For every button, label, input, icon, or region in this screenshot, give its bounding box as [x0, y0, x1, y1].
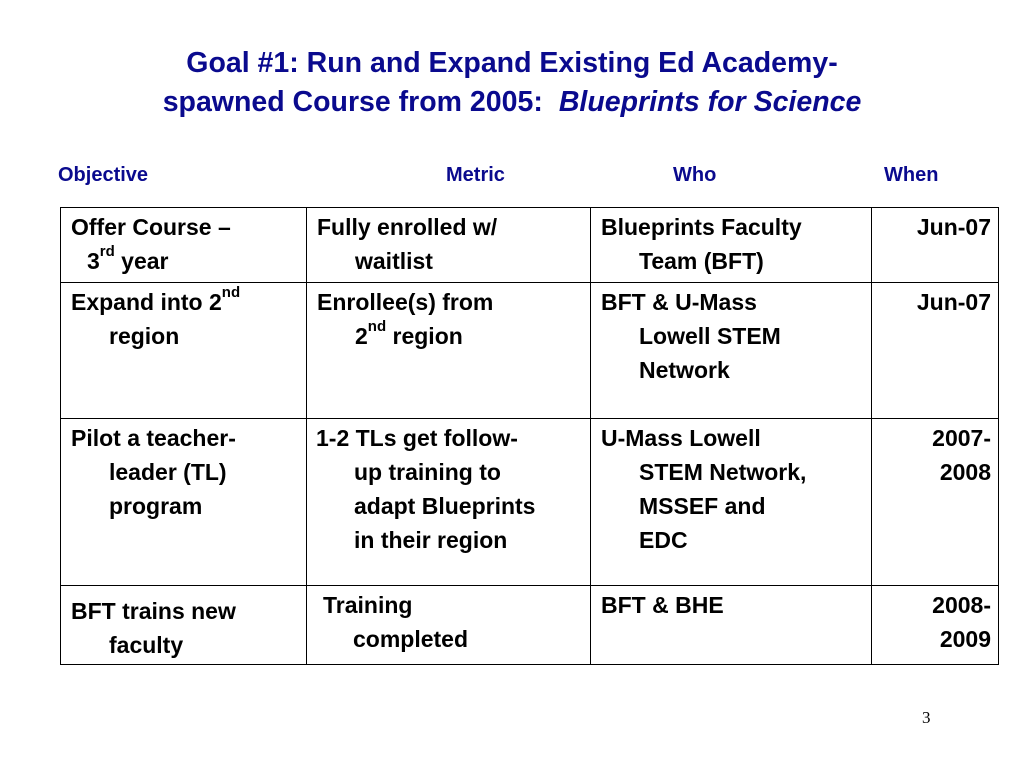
table-row: [61, 586, 999, 665]
title-line-1: Goal #1: Run and Expand Existing Ed Academy-: [186, 47, 838, 79]
objective-cell: BFT trains new faculty: [61, 586, 307, 665]
goals-table: [60, 207, 999, 665]
objective-cell: Pilot a teacher- leader (TL) program: [61, 419, 307, 586]
when-cell: 2008- 2009: [872, 586, 999, 665]
metric-cell: Fully enrolled w/ waitlist: [307, 208, 591, 283]
metric-cell: 1-2 TLs get follow- up training to adapt Blueprints in their region: [307, 419, 591, 586]
metric-cell: Enrollee(s) from 2nd region: [307, 283, 591, 419]
column-header-who: Who: [673, 164, 717, 186]
metric-cell: Training completed: [307, 586, 591, 665]
column-header-objective: Objective: [58, 164, 149, 186]
title-line-2-italic: Blueprints for Science: [558, 86, 862, 118]
column-header-when: When: [884, 164, 939, 186]
when-cell: Jun-07: [872, 283, 999, 419]
when-cell: Jun-07: [872, 208, 999, 283]
table-row: [61, 208, 999, 283]
title-line-2: [0, 83, 1024, 122]
when-cell: 2007- 2008: [872, 419, 999, 586]
table-row: [61, 283, 999, 419]
objective-cell: Expand into 2nd region: [61, 283, 307, 419]
page-number: 3: [922, 708, 931, 727]
who-cell: BFT & BHE: [591, 586, 872, 665]
who-cell: U-Mass Lowell STEM Network, MSSEF and EDC: [591, 419, 872, 586]
who-cell: BFT & U-Mass Lowell STEM Network: [591, 283, 872, 419]
column-header-metric: Metric: [446, 164, 505, 186]
who-cell: Blueprints Faculty Team (BFT): [591, 208, 872, 283]
slide-title: [0, 44, 1024, 122]
title-line-2-plain: spawned Course from 2005:: [162, 86, 543, 118]
table-row: [61, 419, 999, 586]
objective-cell: Offer Course – 3rd year: [61, 208, 307, 283]
